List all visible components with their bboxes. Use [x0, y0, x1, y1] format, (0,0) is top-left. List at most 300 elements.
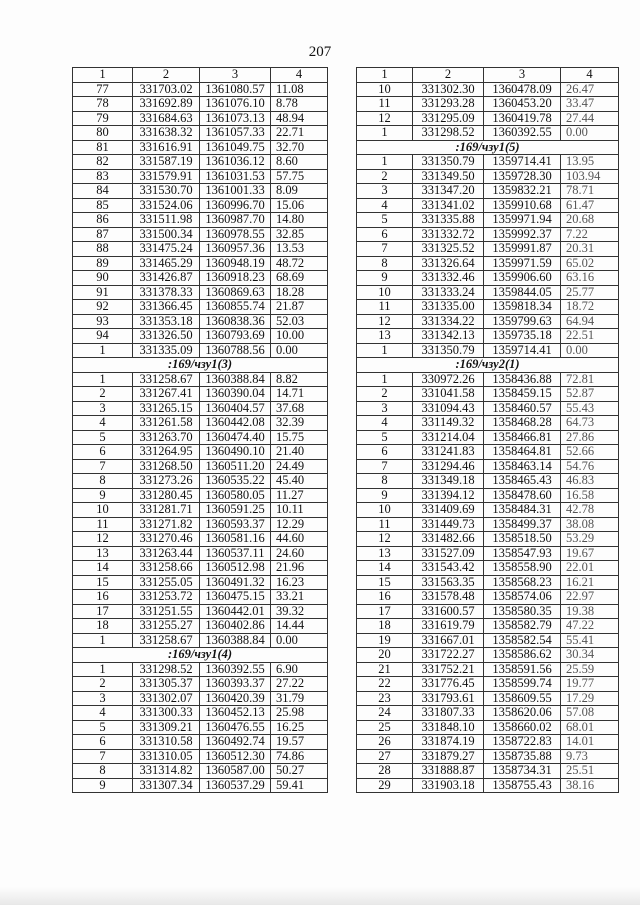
point-number-cell: 21	[357, 662, 413, 677]
point-number-cell: 10	[357, 503, 413, 518]
table-row	[73, 184, 328, 199]
x-coordinate-cell: 331302.07	[133, 691, 200, 706]
distance-cell: 52.66	[561, 445, 619, 460]
x-coordinate-cell: 331366.45	[133, 300, 200, 315]
point-number-cell: 87	[73, 227, 133, 242]
x-coordinate-cell: 331281.71	[133, 503, 200, 518]
x-coordinate-cell: 331527.09	[413, 546, 484, 561]
y-coordinate-cell: 1360593.37	[200, 517, 271, 532]
x-coordinate-cell: 331543.42	[413, 561, 484, 576]
table-row	[357, 474, 619, 489]
y-coordinate-cell: 1359910.68	[484, 198, 561, 213]
x-coordinate-cell: 331524.06	[133, 198, 200, 213]
x-coordinate-cell: 331261.58	[133, 416, 200, 431]
table-row	[73, 546, 328, 561]
distance-cell: 19.67	[561, 546, 619, 561]
table-row	[73, 459, 328, 474]
distance-cell: 50.27	[271, 764, 328, 779]
section-header-row	[73, 358, 328, 373]
distance-cell: 22.71	[271, 126, 328, 141]
point-number-cell: 2	[73, 677, 133, 692]
y-coordinate-cell: 1361076.10	[200, 97, 271, 112]
x-coordinate-cell: 331579.91	[133, 169, 200, 184]
point-number-cell: 92	[73, 300, 133, 315]
point-number-cell: 8	[73, 764, 133, 779]
y-coordinate-cell: 1360987.70	[200, 213, 271, 228]
distance-cell: 10.00	[271, 329, 328, 344]
point-number-cell: 79	[73, 111, 133, 126]
table-row	[73, 488, 328, 503]
point-number-cell: 3	[357, 184, 413, 199]
point-number-cell: 11	[357, 97, 413, 112]
table-row	[357, 198, 619, 213]
table-row	[357, 648, 619, 663]
left-coordinates-table	[72, 67, 328, 793]
point-number-cell: 14	[73, 561, 133, 576]
distance-cell: 21.96	[271, 561, 328, 576]
x-coordinate-cell: 330972.26	[413, 372, 484, 387]
table-row	[73, 271, 328, 286]
point-number-cell: 12	[357, 314, 413, 329]
x-coordinate-cell: 331378.33	[133, 285, 200, 300]
x-coordinate-cell: 331258.67	[133, 633, 200, 648]
distance-cell: 42.78	[561, 503, 619, 518]
x-coordinate-cell: 331903.18	[413, 778, 484, 793]
y-coordinate-cell: 1360535.22	[200, 474, 271, 489]
distance-cell: 24.49	[271, 459, 328, 474]
table-row	[73, 97, 328, 112]
x-coordinate-cell: 331793.61	[413, 691, 484, 706]
x-coordinate-cell: 331667.01	[413, 633, 484, 648]
point-number-cell: 24	[357, 706, 413, 721]
distance-cell: 25.51	[561, 764, 619, 779]
distance-cell: 65.02	[561, 256, 619, 271]
table-row	[357, 691, 619, 706]
page-number: 207	[308, 44, 332, 60]
distance-cell: 52.03	[271, 314, 328, 329]
x-coordinate-cell: 331263.70	[133, 430, 200, 445]
distance-cell: 48.94	[271, 111, 328, 126]
distance-cell: 15.06	[271, 198, 328, 213]
x-coordinate-cell: 331807.33	[413, 706, 484, 721]
table-row	[357, 372, 619, 387]
y-coordinate-cell: 1360419.78	[484, 111, 561, 126]
distance-cell: 27.44	[561, 111, 619, 126]
distance-cell: 6.90	[271, 662, 328, 677]
x-coordinate-cell: 331149.32	[413, 416, 484, 431]
table-row	[357, 314, 619, 329]
y-coordinate-cell: 1361057.33	[200, 126, 271, 141]
y-coordinate-cell: 1360978.55	[200, 227, 271, 242]
table-row	[73, 343, 328, 358]
distance-cell: 22.01	[561, 561, 619, 576]
y-coordinate-cell: 1361001.33	[200, 184, 271, 199]
y-coordinate-cell: 1358586.62	[484, 648, 561, 663]
x-coordinate-cell: 331335.00	[413, 300, 484, 315]
x-coordinate-cell: 331294.46	[413, 459, 484, 474]
x-coordinate-cell: 331394.12	[413, 488, 484, 503]
point-number-cell: 91	[73, 285, 133, 300]
table-row	[73, 140, 328, 155]
distance-cell: 64.73	[561, 416, 619, 431]
y-coordinate-cell: 1358755.43	[484, 778, 561, 793]
point-number-cell: 84	[73, 184, 133, 199]
table-row	[357, 271, 619, 286]
x-coordinate-cell: 331341.02	[413, 198, 484, 213]
table-row	[73, 619, 328, 634]
table-row	[73, 735, 328, 750]
y-coordinate-cell: 1360388.84	[200, 633, 271, 648]
x-coordinate-cell: 331874.19	[413, 735, 484, 750]
distance-cell: 7.22	[561, 227, 619, 242]
x-coordinate-cell: 331251.55	[133, 604, 200, 619]
table-row	[73, 169, 328, 184]
x-coordinate-cell: 331332.46	[413, 271, 484, 286]
point-number-cell: 14	[357, 561, 413, 576]
x-coordinate-cell: 331333.24	[413, 285, 484, 300]
point-number-cell: 4	[357, 416, 413, 431]
distance-cell: 25.98	[271, 706, 328, 721]
table-row	[73, 474, 328, 489]
table-row	[73, 387, 328, 402]
distance-cell: 9.73	[561, 749, 619, 764]
table-row	[73, 561, 328, 576]
point-number-cell: 6	[73, 735, 133, 750]
y-coordinate-cell: 1359832.21	[484, 184, 561, 199]
distance-cell: 16.58	[561, 488, 619, 503]
x-coordinate-cell: 331241.83	[413, 445, 484, 460]
point-number-cell: 90	[73, 271, 133, 286]
distance-cell: 18.72	[561, 300, 619, 315]
table-row	[357, 387, 619, 402]
x-coordinate-cell: 331305.37	[133, 677, 200, 692]
table-row	[73, 111, 328, 126]
x-coordinate-cell: 331879.27	[413, 749, 484, 764]
table-row	[73, 778, 328, 793]
y-coordinate-cell: 1359971.59	[484, 256, 561, 271]
x-coordinate-cell: 331271.82	[133, 517, 200, 532]
distance-cell: 47.22	[561, 619, 619, 634]
point-number-cell: 81	[73, 140, 133, 155]
distance-cell: 8.78	[271, 97, 328, 112]
x-coordinate-cell: 331302.30	[413, 82, 484, 97]
distance-cell: 12.29	[271, 517, 328, 532]
x-coordinate-cell: 331353.18	[133, 314, 200, 329]
x-coordinate-cell: 331268.50	[133, 459, 200, 474]
y-coordinate-cell: 1359714.41	[484, 343, 561, 358]
y-coordinate-cell: 1360442.08	[200, 416, 271, 431]
x-coordinate-cell: 331347.20	[413, 184, 484, 199]
table-row	[357, 126, 619, 141]
right-coordinates-table	[356, 67, 619, 793]
y-coordinate-cell: 1360475.15	[200, 590, 271, 605]
right-coordinates-table-container	[356, 67, 618, 793]
point-number-cell: 4	[73, 706, 133, 721]
y-coordinate-cell: 1361031.53	[200, 169, 271, 184]
table-row	[73, 720, 328, 735]
distance-cell: 57.08	[561, 706, 619, 721]
y-coordinate-cell: 1360580.05	[200, 488, 271, 503]
distance-cell: 10.11	[271, 503, 328, 518]
y-coordinate-cell: 1360393.37	[200, 677, 271, 692]
point-number-cell: 29	[357, 778, 413, 793]
distance-cell: 11.27	[271, 488, 328, 503]
x-coordinate-cell: 331309.21	[133, 720, 200, 735]
table-row	[73, 764, 328, 779]
y-coordinate-cell: 1359844.05	[484, 285, 561, 300]
point-number-cell: 16	[73, 590, 133, 605]
x-coordinate-cell: 331638.32	[133, 126, 200, 141]
y-coordinate-cell: 1361080.57	[200, 82, 271, 97]
distance-cell: 19.38	[561, 604, 619, 619]
table-row	[357, 416, 619, 431]
distance-cell: 64.94	[561, 314, 619, 329]
y-coordinate-cell: 1358582.79	[484, 619, 561, 634]
distance-cell: 22.97	[561, 590, 619, 605]
point-number-cell: 12	[357, 532, 413, 547]
y-coordinate-cell: 1360996.70	[200, 198, 271, 213]
distance-cell: 27.86	[561, 430, 619, 445]
y-coordinate-cell: 1360587.00	[200, 764, 271, 779]
distance-cell: 32.39	[271, 416, 328, 431]
table-header-row	[357, 68, 619, 83]
table-row	[357, 677, 619, 692]
table-row	[357, 401, 619, 416]
section-title: :169/чзу1(5)	[357, 140, 619, 155]
distance-cell: 14.80	[271, 213, 328, 228]
table-row	[73, 706, 328, 721]
distance-cell: 20.68	[561, 213, 619, 228]
x-coordinate-cell: 331616.91	[133, 140, 200, 155]
point-number-cell: 11	[357, 300, 413, 315]
y-coordinate-cell: 1358547.93	[484, 546, 561, 561]
point-number-cell: 10	[357, 82, 413, 97]
point-number-cell: 9	[357, 488, 413, 503]
point-number-cell: 88	[73, 242, 133, 257]
column-header: 4	[271, 68, 328, 83]
point-number-cell: 7	[73, 749, 133, 764]
point-number-cell: 18	[357, 619, 413, 634]
x-coordinate-cell: 331326.64	[413, 256, 484, 271]
table-row	[73, 445, 328, 460]
table-row	[357, 575, 619, 590]
point-number-cell: 8	[357, 256, 413, 271]
table-row	[73, 575, 328, 590]
x-coordinate-cell: 331578.48	[413, 590, 484, 605]
point-number-cell: 7	[357, 242, 413, 257]
x-coordinate-cell: 331293.28	[413, 97, 484, 112]
point-number-cell: 1	[73, 662, 133, 677]
point-number-cell: 85	[73, 198, 133, 213]
distance-cell: 59.41	[271, 778, 328, 793]
x-coordinate-cell: 331255.05	[133, 575, 200, 590]
point-number-cell: 6	[73, 445, 133, 460]
table-row	[357, 517, 619, 532]
x-coordinate-cell: 331752.21	[413, 662, 484, 677]
point-number-cell: 82	[73, 155, 133, 170]
distance-cell: 31.79	[271, 691, 328, 706]
y-coordinate-cell: 1358735.88	[484, 749, 561, 764]
y-coordinate-cell: 1360838.36	[200, 314, 271, 329]
x-coordinate-cell: 331722.27	[413, 648, 484, 663]
point-number-cell: 16	[357, 590, 413, 605]
distance-cell: 78.71	[561, 184, 619, 199]
x-coordinate-cell: 331280.45	[133, 488, 200, 503]
distance-cell: 14.71	[271, 387, 328, 402]
column-header: 3	[200, 68, 271, 83]
table-row	[73, 198, 328, 213]
y-coordinate-cell: 1360476.55	[200, 720, 271, 735]
point-number-cell: 3	[73, 401, 133, 416]
distance-cell: 19.57	[271, 735, 328, 750]
x-coordinate-cell: 331267.41	[133, 387, 200, 402]
y-coordinate-cell: 1361036.12	[200, 155, 271, 170]
distance-cell: 14.44	[271, 619, 328, 634]
x-coordinate-cell: 331342.13	[413, 329, 484, 344]
section-header-row	[73, 648, 328, 663]
table-row	[73, 126, 328, 141]
table-row	[357, 749, 619, 764]
distance-cell: 0.00	[271, 633, 328, 648]
x-coordinate-cell: 331325.52	[413, 242, 484, 257]
point-number-cell: 6	[357, 227, 413, 242]
distance-cell: 11.08	[271, 82, 328, 97]
table-row	[357, 82, 619, 97]
point-number-cell: 5	[357, 430, 413, 445]
x-coordinate-cell: 331587.19	[133, 155, 200, 170]
x-coordinate-cell: 331332.72	[413, 227, 484, 242]
point-number-cell: 10	[73, 503, 133, 518]
y-coordinate-cell: 1358660.02	[484, 720, 561, 735]
y-coordinate-cell: 1359714.41	[484, 155, 561, 170]
point-number-cell: 4	[73, 416, 133, 431]
distance-cell: 13.53	[271, 242, 328, 257]
y-coordinate-cell: 1360537.29	[200, 778, 271, 793]
y-coordinate-cell: 1360491.32	[200, 575, 271, 590]
table-row	[357, 778, 619, 793]
y-coordinate-cell: 1358478.60	[484, 488, 561, 503]
x-coordinate-cell: 331307.34	[133, 778, 200, 793]
distance-cell: 25.77	[561, 285, 619, 300]
x-coordinate-cell: 331500.34	[133, 227, 200, 242]
table-row	[73, 633, 328, 648]
point-number-cell: 15	[357, 575, 413, 590]
y-coordinate-cell: 1358460.57	[484, 401, 561, 416]
x-coordinate-cell: 331253.72	[133, 590, 200, 605]
x-coordinate-cell: 331349.18	[413, 474, 484, 489]
y-coordinate-cell: 1360869.63	[200, 285, 271, 300]
x-coordinate-cell: 331335.88	[413, 213, 484, 228]
table-row	[73, 300, 328, 315]
point-number-cell: 15	[73, 575, 133, 590]
distance-cell: 63.16	[561, 271, 619, 286]
distance-cell: 30.34	[561, 648, 619, 663]
distance-cell: 46.83	[561, 474, 619, 489]
section-title: :169/чзу1(4)	[73, 648, 328, 663]
x-coordinate-cell: 331041.58	[413, 387, 484, 402]
table-row	[357, 155, 619, 170]
y-coordinate-cell: 1358580.35	[484, 604, 561, 619]
distance-cell: 55.41	[561, 633, 619, 648]
table-row	[357, 764, 619, 779]
distance-cell: 27.22	[271, 677, 328, 692]
point-number-cell: 26	[357, 735, 413, 750]
table-row	[357, 619, 619, 634]
section-title: :169/чзу2(1)	[357, 358, 619, 373]
column-header: 2	[133, 68, 200, 83]
y-coordinate-cell: 1360453.20	[484, 97, 561, 112]
distance-cell: 25.59	[561, 662, 619, 677]
x-coordinate-cell: 331619.79	[413, 619, 484, 634]
y-coordinate-cell: 1360402.86	[200, 619, 271, 634]
point-number-cell: 22	[357, 677, 413, 692]
y-coordinate-cell: 1360581.16	[200, 532, 271, 547]
table-row	[73, 285, 328, 300]
distance-cell: 0.00	[561, 343, 619, 358]
y-coordinate-cell: 1358609.55	[484, 691, 561, 706]
distance-cell: 16.25	[271, 720, 328, 735]
y-coordinate-cell: 1358620.06	[484, 706, 561, 721]
point-number-cell: 94	[73, 329, 133, 344]
distance-cell: 0.00	[271, 343, 328, 358]
point-number-cell: 13	[357, 329, 413, 344]
point-number-cell: 80	[73, 126, 133, 141]
y-coordinate-cell: 1358464.81	[484, 445, 561, 460]
table-row	[73, 256, 328, 271]
distance-cell: 21.87	[271, 300, 328, 315]
distance-cell: 68.01	[561, 720, 619, 735]
y-coordinate-cell: 1360918.23	[200, 271, 271, 286]
x-coordinate-cell: 331300.33	[133, 706, 200, 721]
y-coordinate-cell: 1360390.04	[200, 387, 271, 402]
y-coordinate-cell: 1360512.98	[200, 561, 271, 576]
section-header-row	[357, 358, 619, 373]
distance-cell: 38.16	[561, 778, 619, 793]
table-row	[73, 749, 328, 764]
point-number-cell: 89	[73, 256, 133, 271]
y-coordinate-cell: 1360392.55	[200, 662, 271, 677]
table-row	[73, 532, 328, 547]
y-coordinate-cell: 1360474.40	[200, 430, 271, 445]
table-row	[357, 285, 619, 300]
x-coordinate-cell: 331888.87	[413, 764, 484, 779]
table-row	[357, 343, 619, 358]
point-number-cell: 1	[73, 633, 133, 648]
point-number-cell: 9	[357, 271, 413, 286]
table-row	[73, 242, 328, 257]
x-coordinate-cell: 331258.66	[133, 561, 200, 576]
x-coordinate-cell: 331214.04	[413, 430, 484, 445]
point-number-cell: 23	[357, 691, 413, 706]
y-coordinate-cell: 1360388.84	[200, 372, 271, 387]
point-number-cell: 19	[357, 633, 413, 648]
distance-cell: 57.75	[271, 169, 328, 184]
distance-cell: 14.01	[561, 735, 619, 750]
point-number-cell: 28	[357, 764, 413, 779]
x-coordinate-cell: 331295.09	[413, 111, 484, 126]
y-coordinate-cell: 1360855.74	[200, 300, 271, 315]
point-number-cell: 13	[357, 546, 413, 561]
point-number-cell: 2	[73, 387, 133, 402]
distance-cell: 33.47	[561, 97, 619, 112]
y-coordinate-cell: 1359971.94	[484, 213, 561, 228]
column-header: 3	[484, 68, 561, 83]
point-number-cell: 20	[357, 648, 413, 663]
point-number-cell: 25	[357, 720, 413, 735]
x-coordinate-cell: 331692.89	[133, 97, 200, 112]
section-header-row	[357, 140, 619, 155]
y-coordinate-cell: 1361073.13	[200, 111, 271, 126]
